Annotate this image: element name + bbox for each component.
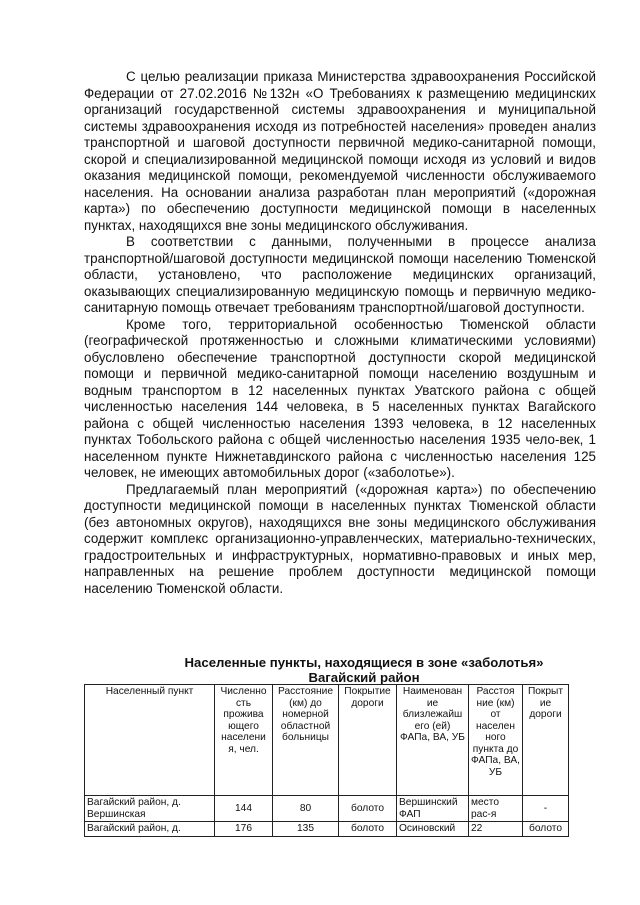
body-text	[84, 69, 596, 597]
cell-distance-fap: место рас-я	[469, 796, 523, 822]
header-nearest-fap: Наименован ие близлежайш его (ей) ФАПа, ВА, УБ	[397, 685, 469, 796]
cell-settlement: Вагайский район, д. Вершинская	[85, 796, 215, 822]
header-distance-hospital: Расстояние (км) до номерной областной больницы	[273, 685, 339, 796]
header-population: Численно сть прожива ющего населени я, чел.	[215, 685, 273, 796]
section-title: Населенные пункты, находящиеся в зоне «заболотья»	[184, 655, 544, 670]
cell-nearest-fap: Вершинский ФАП	[397, 796, 469, 822]
cell-distance-hospital: 135	[273, 822, 339, 837]
cell-distance-hospital: 80	[273, 796, 339, 822]
cell-road-surface: болото	[339, 796, 397, 822]
settlements-table	[84, 684, 569, 837]
cell-road-surface-2: -	[523, 796, 569, 822]
header-road-surface: Покрытие дороги	[339, 685, 397, 796]
cell-population: 176	[215, 822, 273, 837]
cell-population: 144	[215, 796, 273, 822]
cell-nearest-fap: Осиновский	[397, 822, 469, 837]
paragraph-3: Кроме того, территориальной особенностью Тюменской области (географической протяженностью и сложными климатическими условиями) обусловлено обеспечение транспортной доступности скорой медицинской помощи и первичной медико-санитарной помощи населению воздушным и водным транспортом в 12 населенных пунктах Уватского района с общей численностью населения 144 человека, в 5 населенных пунктах Вагайского района с общей численностью населения 1393 человека, в 12 населенных пунктах Тобольского района с общей численностью населения 1935 чело-век, 1 населенном пункте Нижнетавдинского района с численностью населения 125 человек, не имеющих автомобильных дорог («заболотье»).	[84, 316, 596, 480]
header-settlement: Населенный пункт	[85, 685, 215, 796]
header-distance-fap: Расстоя ние (км) от населен ного пункта до ФАПа, ВА, УБ	[469, 685, 523, 796]
table-row	[85, 796, 569, 822]
cell-road-surface: болото	[339, 822, 397, 837]
paragraph-4: Предлагаемый план мероприятий («дорожная карта») по обеспечению доступности медицинской помощи в населенных пунктах Тюменской области (без автономных округов), находящихся вне зоны медицинского обслуживания содержит комплекс организационно-управленческих, материально-технических, градостроительных и инфраструктурных, нормативно-правовых и иных мер, направленных на решение проблем доступности медицинской помощи населению Тюменской области.	[84, 481, 596, 596]
table-row	[85, 822, 569, 837]
cell-settlement: Вагайский район, д.	[85, 822, 215, 837]
section-heading	[84, 655, 640, 685]
cell-distance-fap: 22	[469, 822, 523, 837]
paragraph-2: В соответствии с данными, полученными в процессе анализа транспортной/шаговой доступности медицинской помощи населению Тюменской области, установлено, что расположение медицинских организаций, оказывающих специализированную медицинскую помощь и первичную медико-санитарную помощь отвечает требованиям транспортной/шаговой доступности.	[84, 234, 596, 315]
table-header-row	[85, 685, 569, 796]
cell-road-surface-2: болото	[523, 822, 569, 837]
paragraph-1: С целью реализации приказа Министерства здравоохранения Российской Федерации от 27.02.2016 №132н «О Требованиях к размещению медицинских организаций государственной системы здравоохранения и муниципальной системы здравоохранения исходя из потребностей населения» проведен анализ транспортной и шаговой доступности первичной медико-санитарной помощи, скорой и специализированной медицинской помощи исходя из условий и видов оказания медицинской помощи, рекомендуемой численности обслуживаемого населения. На основании анализа разработан план мероприятий («дорожная карта») по обеспечению доступности медицинской помощи в населенных пунктах, находящихся вне зоны медицинского обслуживания.	[84, 69, 596, 233]
section-subtitle: Вагайский район	[308, 670, 420, 685]
header-road-surface-2: Покрыт ие дороги	[523, 685, 569, 796]
